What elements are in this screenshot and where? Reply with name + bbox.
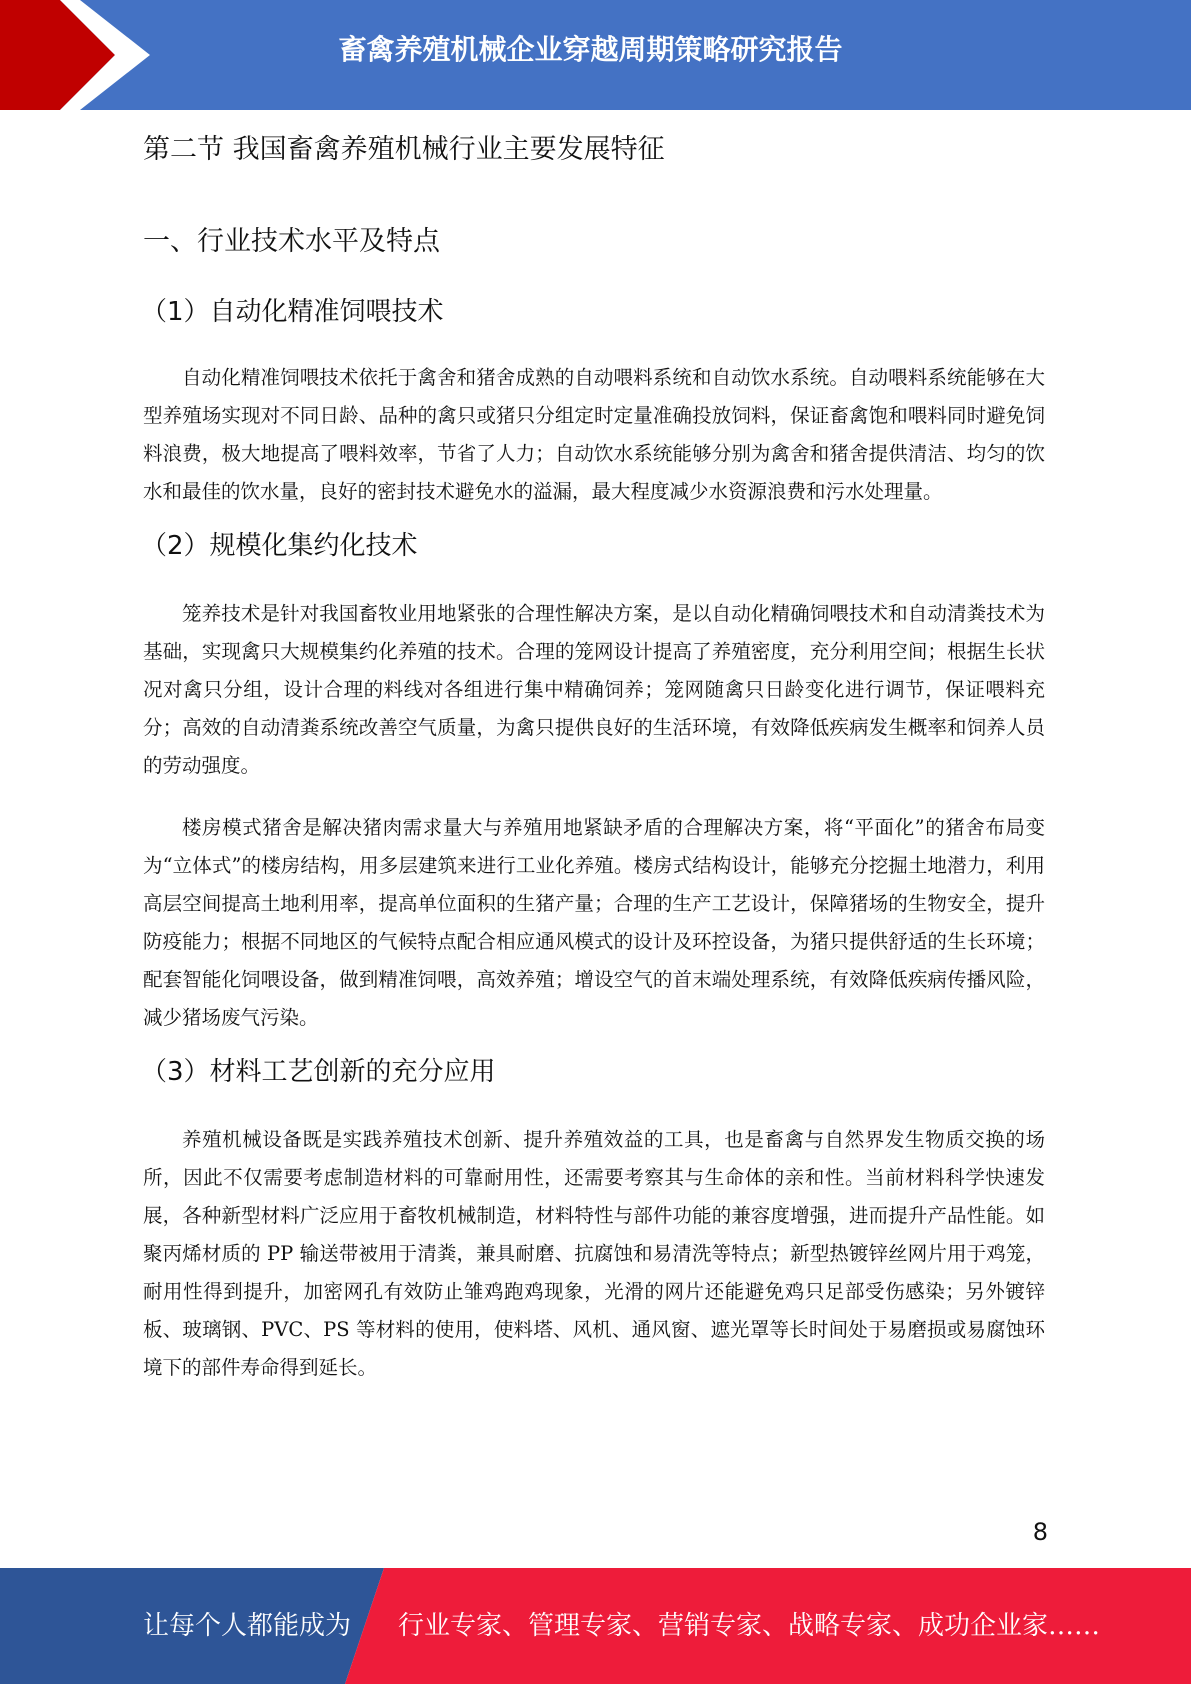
page-footer [0,1568,1191,1684]
paragraph-building-pig-house: 楼房模式猪舍是解决猪肉需求量大与养殖用地紧缺矛盾的合理解决方案，将“平面化”的猪舍布局变为“立体式”的楼房结构，用多层建筑来进行工业化养殖。楼房式结构设计，能够充分挖掘土地潜力，利用高层空间提高土地利用率，提高单位面积的生猪产量；合理的生产工艺设计，保障猪场的生物安全，提升防疫能力；根据不同地区的气候特点配合相应通风模式的设计及环控设备，为猪只提供舒适的生长环境；配套智能化饲喂设备，做到精准饲喂，高效养殖；增设空气的首末端处理系统，有效降低疾病传播风险，减少猪场废气污染。 [143,816,1045,1029]
subheading-precision-feeding: （1）自动化精准饲喂技术 [141,297,444,327]
paragraph-cage-farming: 笼养技术是针对我国畜牧业用地紧张的合理性解决方案，是以自动化精确饲喂技术和自动清粪技术为基础，实现禽只大规模集约化养殖的技术。合理的笼网设计提高了养殖密度，充分利用空间；根据生长状况对禽只分组，设计合理的料线对各组进行集中精确饲养；笼网随禽只日龄变化进行调节，保证喂料充分；高效的自动清粪系统改善空气质量，为禽只提供良好的生活环境，有效降低疾病发生概率和饲养人员的劳动强度。 [143,602,1045,777]
section-title: 第二节 我国畜禽养殖机械行业主要发展特征 [143,134,665,165]
paragraph-precision-feeding: 自动化精准饲喂技术依托于禽舍和猪舍成熟的自动喂料系统和自动饮水系统。自动喂料系统能够在大型养殖场实现对不同日龄、品种的禽只或猪只分组定时定量准确投放饲料，保证畜禽饱和喂料同时避免饲料浪费，极大地提高了喂料效率，节省了人力；自动饮水系统能够分别为禽舍和猪舍提供清洁、均匀的饮水和最佳的饮水量，良好的密封技术避免水的溢漏，最大程度减少水资源浪费和污水处理量。 [143,366,1045,503]
page-header [0,0,1191,110]
page-number: 8 [1032,1518,1048,1546]
footer-slogan-right: 行业专家、管理专家、营销专家、战略专家、成功企业家…… [398,1611,1101,1641]
subheading-material-innovation: （3）材料工艺创新的充分应用 [141,1057,496,1087]
part-heading-tech-level: 一、行业技术水平及特点 [143,226,440,257]
subheading-scale-intensive: （2）规模化集约化技术 [141,531,418,561]
page-content [143,125,1045,1387]
paragraph-material-innovation: 养殖机械设备既是实践养殖技术创新、提升养殖效益的工具，也是畜禽与自然界发生物质交换的场所，因此不仅需要考虑制造材料的可靠耐用性，还需要考察其与生命体的亲和性。当前材料科学快速发展，各种新型材料广泛应用于畜牧机械制造，材料特性与部件功能的兼容度增强，进而提升产品性能。如聚丙烯材质的 PP 输送带被用于清粪，兼具耐磨、抗腐蚀和易清洗等特点；新型热镀锌丝网片用于鸡笼，耐用性得到提升，加密网孔有效防止雏鸡跑鸡现象，光滑的网片还能避免鸡只足部受伤感染；另外镀锌板、玻璃钢、PVC、PS 等材料的使用，使料塔、风机、通风窗、遮光罩等长时间处于易磨损或易腐蚀环境下的部件寿命得到延长。 [143,1128,1045,1379]
report-title: 畜禽养殖机械企业穿越周期策略研究报告 [338,33,843,66]
footer-slogan-left: 让每个人都能成为 [143,1611,352,1641]
